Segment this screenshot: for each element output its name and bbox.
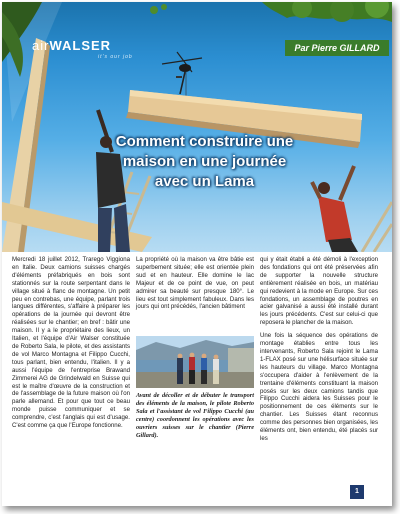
team-photo: [136, 336, 254, 388]
column-3-paragraph-2: Une fois la séquence des opérations de montage établies entre tous les intervenants, Roberto Sala rejoint le Lama 1-FLAX posé sur une hélisurface située sur les hauteurs du village. Marco Montagna s'occupera d'aider à l'enlèvement de la trentaine d'éléments constituant la maison posés sur les deux camions tandis que Filippo Cucchi aidera les Suisses pour le positionnement de ces éléments sur le chantier. Les Suisses étant reconnus comme des personnes bien organisées, les éléments ont, bien entendu, été placés sur les: [260, 332, 378, 442]
hero-photo: [2, 2, 392, 252]
brand-slogan: it's our job: [98, 54, 133, 60]
article-column-3: [260, 256, 378, 443]
page-number: 1: [350, 485, 364, 499]
article-title: Comment construire une maison en une journée avec un Lama: [115, 133, 294, 190]
author-banner: Par Pierre GILLARD: [285, 40, 389, 56]
magazine-page: [2, 2, 392, 506]
brand-air-text: air: [32, 38, 50, 53]
team-photo-illustration: [136, 336, 254, 388]
airwalser-logo: [32, 38, 111, 53]
article-column-2: La propriété où la maison va être bâtie est superbement située; elle est orientée plein sud et en hauteur. Elle domine le lac Majeur et de ce point de vue, on peut admirer sa beauté sur presque 180°. Le lieu est tout simplement fabuleux. Dans les jours qui ont précédés, l'ancien bâtiment: [136, 256, 254, 311]
article-column-1: Mercredi 18 juillet 2012, Trarego Viggiona en Italie. Deux camions suisses chargés d'éléments préfabriqués en bois sont stationnés sur la route serpentant dans le village situé à flanc de montagne. Un petit peu en contrebas, une équipe, parlant trois langues différentes, s'affaire à préparer les opérations de la journée qui devront être réalisées sur le chantier; en bref : bâtir une maison. Il y a le propriétaire des lieux, un Italien, et l'équipe d'Air Walser constituée de Roberto Sala, le pilote, et des assistants de vol Marco Montagna et Filippo Cucchi, tous parlant, bien entendu, l'italien. Il y a aussi l'équipe de l'entreprise Brawand Zimmerei AG de Grindelwald en Suisse qui est le maître d'œuvre de la construction et de l'assemblage de la future maison où l'on parle allemand. Et pour que tout ce beau monde puisse communiquer et se comprendre, c'est l'anglais qui est d'usage. C'est comme ça que l'Europe fonctionne.: [12, 256, 130, 430]
brand-walser-text: WALSER: [49, 38, 112, 53]
photo-caption: Avant de décoller et de débuter le transport des éléments de la maison, le pilote Roberto Sala et l'assistant de vol Filippo Cucchi (au centre) coordonnent les opérations avec les ouvriers suisses sur le chantier (Pierre Gillard).: [136, 392, 254, 439]
column-3-paragraph-1: qui y était établi a été démoli à l'exception des fondations qui ont été préservées afin de supporter la nouvelle structure entièrement réalisée en bois, un matériau qui redevient à la mode en Europe. Sur ces fondations, un assemblage de poutres en acier galvanisé a aussi été installé durant les jours précédents. C'est sur celui-ci que reposera le plancher de la maison.: [260, 256, 378, 327]
